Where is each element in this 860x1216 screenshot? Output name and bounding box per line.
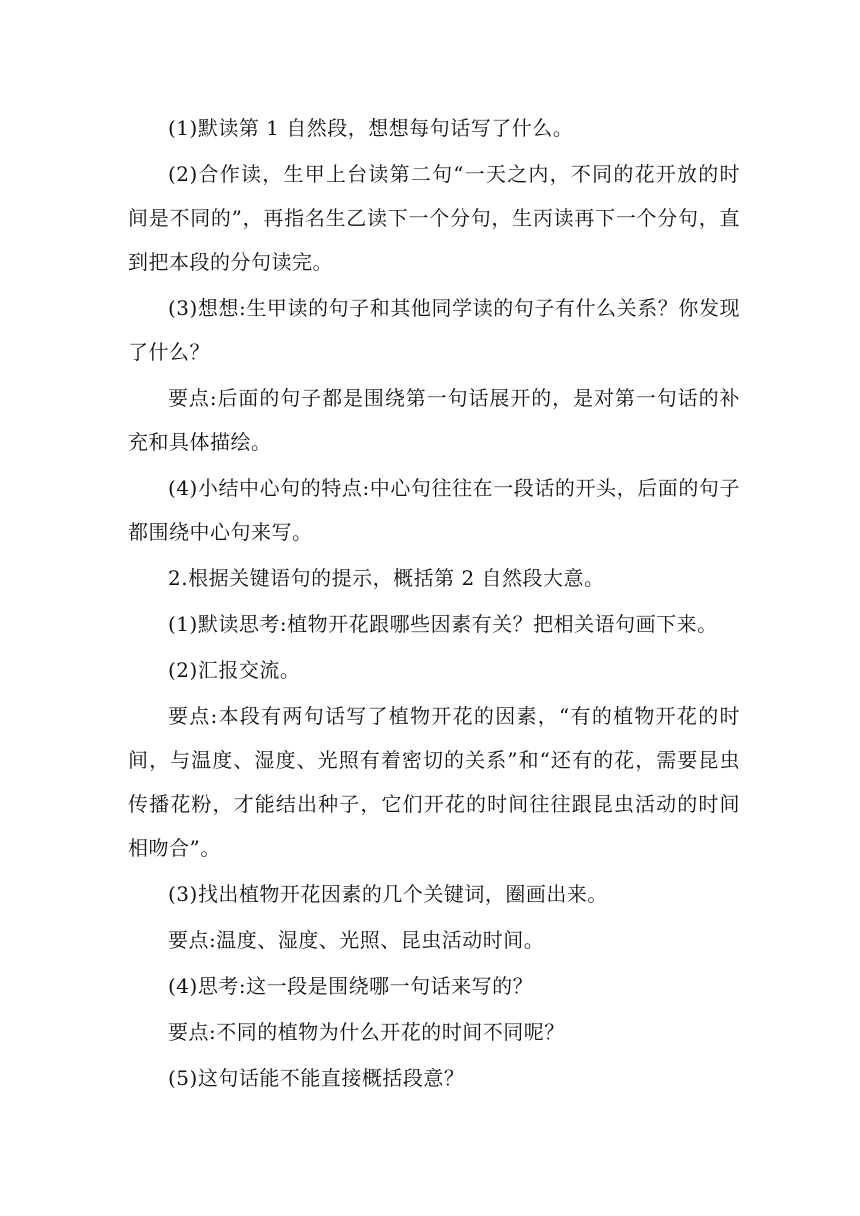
paragraph-6: 2.根据关键语句的提示，概括第 2 自然段大意。: [168, 566, 605, 590]
paragraph-2: (2)合作读，生甲上台读第二句“一天之内，不同的花开放的时间是不同的”，再指名生乙读下一个分句，生丙读再下一个分句，直到把本段的分句读完。: [128, 162, 740, 274]
paragraph-9: 要点:本段有两句话写了植物开花的因素，“有的植物开花的时间，与温度、湿度、光照有着密切的关系”和“还有的花，需要昆虫传播花粉，才能结出种子，它们开花的时间往往跟昆虫活动的时间相吻合”。: [128, 704, 740, 860]
paragraph-13: 要点:不同的植物为什么开花的时间不同呢？: [168, 1020, 565, 1044]
paragraph-4: 要点:后面的句子都是围绕第一句话展开的，是对第一句话的补充和具体描绘。: [128, 386, 740, 454]
document-body: [128, 106, 740, 1102]
paragraph-3: (3)想想:生甲读的句子和其他同学读的句子有什么关系？你发现了什么？: [128, 296, 740, 364]
paragraph-10: (3)找出植物开花因素的几个关键词，圈画出来。: [168, 882, 608, 906]
paragraph-7: (1)默读思考:植物开花跟哪些因素有关？把相关语句画下来。: [168, 612, 718, 636]
paragraph-8: (2)汇报交流。: [168, 658, 301, 682]
paragraph-14: (5)这句话能不能直接概括段意？: [168, 1066, 465, 1090]
paragraph-12: (4)思考:这一段是围绕哪一句话来写的？: [168, 974, 534, 998]
paragraph-5: (4)小结中心句的特点:中心句往往在一段话的开头，后面的句子都围绕中心句来写。: [128, 476, 740, 544]
paragraph-11: 要点:温度、湿度、光照、昆虫活动时间。: [168, 928, 545, 952]
paragraph-1: (1)默读第 1 自然段，想想每句话写了什么。: [168, 116, 574, 140]
